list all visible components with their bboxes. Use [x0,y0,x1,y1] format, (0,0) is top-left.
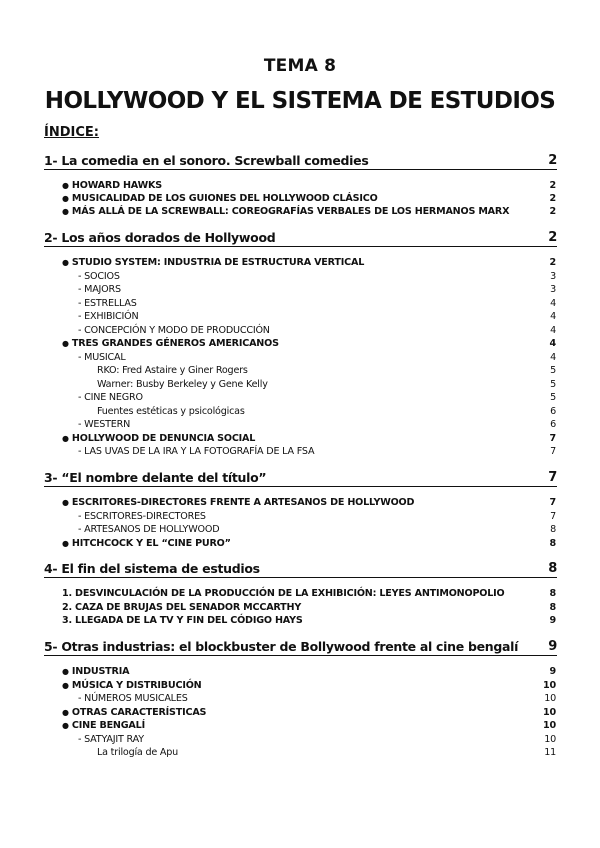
section-heading-3[interactable] [44,467,557,487]
section-heading-5[interactable] [44,636,557,656]
toc-subsubentry[interactable] [97,405,556,418]
toc-subentry[interactable] [78,510,556,523]
section-heading-2[interactable] [44,227,557,247]
section-page: 2 [548,230,557,245]
toc-subentry[interactable] [78,270,556,283]
entry-text: - EXHIBICIÓN [78,311,139,322]
entry-page: 5 [550,392,556,403]
entry-page: 9 [549,615,556,626]
entry-page: 2 [549,180,556,191]
toc-entry[interactable] [62,337,556,350]
toc-subsubentry[interactable] [97,364,556,377]
document-title: HOLLYWOOD Y EL SISTEMA DE ESTUDIOS [44,88,556,114]
entry-page: 5 [550,365,556,376]
entry-page: 7 [549,432,556,444]
section-title: 2- Los años dorados de Hollywood [44,230,276,245]
entry-page: 8 [549,601,556,613]
entry-page: 9 [549,666,556,677]
entry-page: 7 [550,510,556,522]
toc-subsubentry[interactable] [97,378,556,391]
toc-subentry[interactable] [78,391,556,404]
entry-text: INDUSTRIA [71,666,130,677]
entry-text: - MUSICAL [78,351,126,363]
entry-text: - CONCEPCIÓN Y MODO DE PRODUCCIÓN [78,324,270,336]
section-title: 5- Otras industrias: el blockbuster de Bollywood frente al cine bengalí [44,639,519,654]
toc-entry[interactable] [62,179,556,192]
toc-entry[interactable] [62,706,556,719]
entry-page: 4 [550,351,556,363]
entry-page: 4 [550,311,556,322]
entry-text: 2. CAZA DE BRUJAS DEL SENADOR MCCARTHY [62,601,302,613]
toc-numbered-entry[interactable] [62,614,556,627]
section-page: 9 [548,639,557,654]
entry-text: Fuentes estéticas y psicológicas [97,405,245,417]
index-heading: ÍNDICE: [44,125,99,140]
toc-entry[interactable] [62,256,556,269]
entry-text: 1. DESVINCULACIÓN DE LA PRODUCCIÓN DE LA EXHIBICIÓN: LEYES ANTIMONOPOLIO [62,588,505,599]
entry-text: - ESTRELLAS [78,297,137,309]
bullet-icon: ● [62,258,69,267]
bullet-icon: ● [62,721,69,730]
entry-page: 10 [544,693,556,704]
entry-page: 3 [550,270,556,282]
bullet-icon: ● [62,194,69,203]
toc-subentry[interactable] [78,283,556,296]
toc-entry[interactable] [62,205,556,218]
tema-label: TEMA 8 [263,56,337,76]
toc-subentry[interactable] [78,297,556,310]
entry-page: 7 [549,497,556,508]
toc-entry[interactable] [62,665,556,678]
bullet-icon: ● [62,707,69,717]
toc-subentry[interactable] [78,418,556,431]
entry-page: 8 [549,588,556,599]
toc-subentry[interactable] [78,733,556,746]
toc-subsubentry[interactable] [97,746,556,759]
toc-subentry[interactable] [78,523,556,536]
entry-text: - NÚMEROS MUSICALES [78,693,188,704]
bullet-icon: ● [62,433,69,443]
entry-text: - CINE NEGRO [78,392,143,403]
entry-page: 3 [550,284,556,295]
toc-subentry[interactable] [78,445,556,458]
bullet-icon: ● [62,339,69,348]
entry-text: - ARTESANOS DE HOLLYWOOD [78,524,220,535]
entry-text: HOWARD HAWKS [71,180,162,191]
entry-text: - WESTERN [78,419,131,430]
section-page: 7 [548,470,557,485]
entry-text: La trilogía de Apu [97,747,179,758]
entry-text: HOLLYWOOD DE DENUNCIA SOCIAL [71,432,256,444]
entry-text: - MAJORS [78,284,121,295]
bullet-icon: ● [62,680,69,690]
bullet-icon: ● [62,207,69,216]
toc-entry[interactable] [62,496,556,509]
section-heading-1[interactable] [44,150,557,170]
toc-subentry[interactable] [78,310,556,323]
entry-text: HITCHCOCK Y EL “CINE PURO” [71,537,231,549]
entry-page: 10 [543,720,556,731]
bullet-icon: ● [62,538,69,548]
toc-entry[interactable] [62,192,556,205]
entry-text: - ESCRITORES-DIRECTORES [78,510,206,522]
entry-page: 2 [549,257,556,268]
toc-numbered-entry[interactable] [62,587,556,600]
entry-text: RKO: Fred Astaire y Giner Rogers [97,365,248,376]
entry-text: OTRAS CARACTERÍSTICAS [71,706,207,718]
section-title: 3- “El nombre delante del título” [44,470,267,485]
entry-page: 10 [543,706,556,718]
toc-numbered-entry[interactable] [62,601,556,614]
entry-text: STUDIO SYSTEM: INDUSTRIA DE ESTRUCTURA VERTICAL [71,257,365,268]
entry-page: 4 [549,338,556,349]
toc-subentry[interactable] [78,692,556,705]
entry-page: 10 [543,679,556,691]
entry-page: 8 [550,524,556,535]
section-title: 4- El fin del sistema de estudios [44,561,260,576]
toc-entry[interactable] [62,537,556,550]
entry-page: 2 [549,206,556,217]
section-page: 2 [548,153,557,168]
toc-entry[interactable] [62,719,556,732]
entry-page: 6 [550,405,556,417]
entry-page: 8 [549,537,556,549]
entry-page: 4 [550,297,556,309]
entry-text: CINE BENGALÍ [71,720,145,731]
entry-text: MÁS ALLÁ DE LA SCREWBALL: COREOGRAFÍAS VERBALES DE LOS HERMANOS MARX [71,206,510,217]
entry-text: - SOCIOS [78,270,120,282]
entry-text: Warner: Busby Berkeley y Gene Kelly [97,378,268,390]
entry-text: TRES GRANDES GÉNEROS AMERICANOS [71,338,279,349]
toc-entry[interactable] [62,432,556,445]
entry-page: 2 [549,193,556,204]
entry-text: 3. LLEGADA DE LA TV Y FIN DEL CÓDIGO HAYS [62,615,303,626]
section-page: 8 [548,561,557,576]
entry-page: 10 [544,733,556,745]
bullet-icon: ● [62,667,69,676]
entry-page: 4 [550,324,556,336]
entry-page: 11 [544,747,556,758]
entry-page: 7 [550,446,556,457]
bullet-icon: ● [62,498,69,507]
entry-text: - LAS UVAS DE LA IRA Y LA FOTOGRAFÍA DE LA FSA [78,446,315,457]
bullet-icon: ● [62,181,69,190]
toc-subentry[interactable] [78,351,556,364]
entry-text: MÚSICA Y DISTRIBUCIÓN [71,679,202,691]
entry-text: - SATYAJIT RAY [78,733,144,745]
section-title: 1- La comedia en el sonoro. Screwball comedies [44,153,369,168]
entry-page: 5 [550,378,556,390]
section-heading-4[interactable] [44,558,557,578]
entry-text: ESCRITORES-DIRECTORES FRENTE A ARTESANOS DE HOLLYWOOD [71,497,415,508]
toc-subentry[interactable] [78,324,556,337]
entry-page: 6 [550,419,556,430]
toc-entry[interactable] [62,679,556,692]
entry-text: MUSICALIDAD DE LOS GUIONES DEL HOLLYWOOD CLÁSICO [71,193,378,204]
